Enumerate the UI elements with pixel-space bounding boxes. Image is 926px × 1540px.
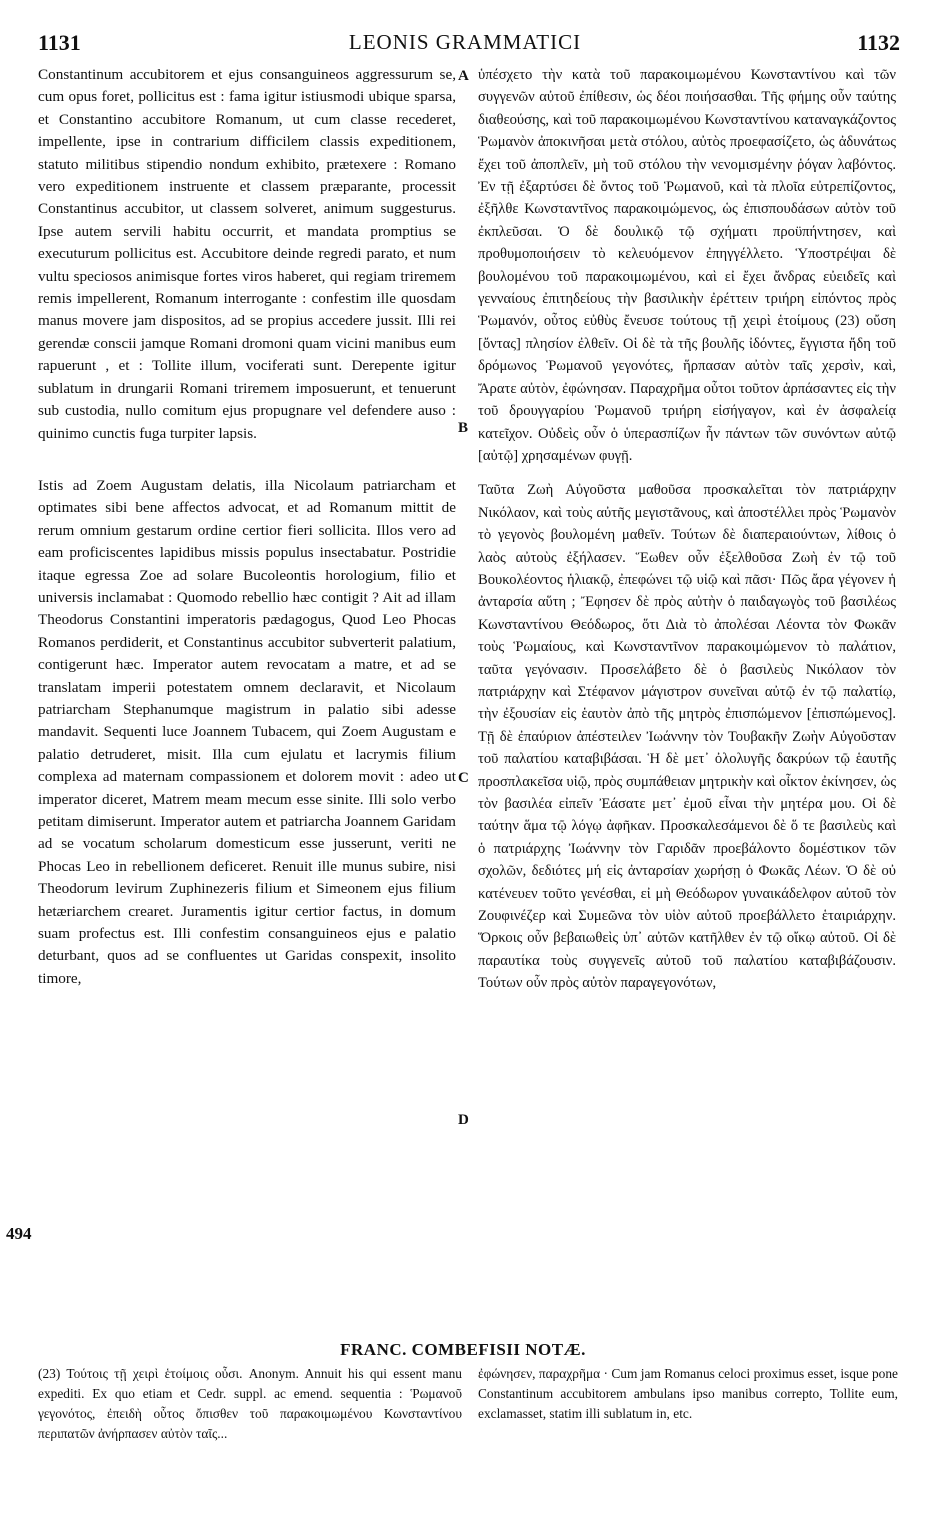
notes-right-column bbox=[478, 1364, 898, 1424]
paragraph-gap bbox=[478, 467, 896, 479]
section-mark-c: C bbox=[458, 770, 469, 786]
note-left-text: (23) Τούτοις τῇ χειρὶ ἑτοίμοις οὖσι. Anonym. Annuit his qui essent manu expediti. Ex quo etiam et Cedr. suppl. ac emend. sequentia : Ῥωμανοῦ γεγονότος, ἐπειδὴ οὗτος ὄπισθεν τοῦ παρακοιμωμένου Κωνσταντίνου περιπατῶν ἀνήρπασεν αὐτὸν ταῖς... bbox=[38, 1366, 462, 1441]
notes-left-column bbox=[38, 1364, 462, 1444]
page-header bbox=[30, 30, 900, 60]
note-right-text: ἐφώνησεν, παραχρῆμα · Cum jam Romanus celoci proximus esset, isque pone Constantinum accubitorem ambulans ipso manibus correpto, Tollite eum, exclamasset, statim illi sublatum in, etc. bbox=[478, 1366, 898, 1421]
notes-title: FRANC. COMBEFISII NOTÆ. bbox=[340, 1340, 586, 1359]
section-mark-b: B bbox=[458, 420, 469, 436]
greek-paragraph-1: ὑπέσχετο τὴν κατὰ τοῦ παρακοιμωμένου Κωνσταντίνου καὶ τῶν συγγενῶν αὐτοῦ ἐπίθεσιν, ὡς δέοι ποιήσασθαι. Τῆς φήμης οὖν ταύτης διαθεούσης, καὶ τοῦ παρακοιμωμένου Κωνσταντίνου καταναγκάζοντος Ῥωμανὸν ἀποκινῆσαι μετὰ στόλου, αὐτὸς προεφασίζετο, ὡς ἀδυνάτως ἔχει τοῦ ἀποπλεῖν, μὴ τοῦ στόλου τὴν νενομισμένην ῥόγαν λαβόντος. Ἐν τῇ ἐξαρτύσει δὲ ὄντος τοῦ Ῥωμανοῦ, καὶ τὰ πλοῖα εὐτρεπίζοντος, ἐξῆλθε Κωνσταντῖνος παρακοιμώμενος, ὡς ἐπισπουδάσων αὐτὸν τοῦ ἐκπλεῦσαι. Ὁ δὲ δουλικῷ τῷ σχήματι προϋπήντησεν, καὶ προθυμοποιήσειν τὸ κελευόμενον ἐπηγγέλλετο. Ὑποστρέψαι δὲ βουλομένου τοῦ παρακοιμωμένου, καὶ εἰ ἔχει ἄνδρας εὐειδεῖς καὶ γενναίους ἐπιτηδείους τὴν βασιλικὴν ἐρέττειν τριήρη εἰπόντος πρὸς Ῥωμανόν, οὗτος εὐθὺς ἔνευσε τούτους τῇ χειρὶ ἑτοίμους (23) οὔση [ὄντας] πλησίον ἐλθεῖν. Οἱ δὲ τὰ τῆς βουλῆς ἰδόντες, ἔγγιστα ἤδη τοῦ δρόμωνος Ῥωμανοῦ γεγονότες, ἥρπασαν αὐτὸν ταῖς χερσὶν, καὶ, Ἄρατε αὐτὸν, ἐφώνησαν. Παραχρῆμα οὗτοι τοῦτον ἁρπάσαντες εἰς τὴν τοῦ δρουγγαρίου Ῥωμανοῦ τριήρη εἰσήγαγον, καὶ ἐν ἀσφαλείᾳ κατεῖχον. Οὐδεὶς οὖν ὁ ὑπερασπίζων ἦν πάντων τῶν συνόντων αὐτῷ [αὐτῷ] χρησαμένων φυγῇ. bbox=[478, 67, 896, 464]
greek-column bbox=[478, 64, 896, 995]
greek-paragraph-2: Ταῦτα Ζωὴ Αὐγοῦστα μαθοῦσα προσκαλεῖται τὸν πατριάρχην Νικόλαον, καὶ τοὺς αὐτῆς μεγιστᾶνους, καὶ ἀποστέλλει πρὸς Ῥωμανὸν τὸ γεγονὸς βουλομένη μαθεῖν. Τούτων δὲ διαπεραιούντων, λίθοις ὁ λαὸς αὐτοὺς ἐξήλασεν. Ἕωθεν οὖν ἐξελθοῦσα Ζωὴ ἐν τῷ τοῦ Βουκολέοντος ἡλιακῷ, ἐπεφώνει τῷ υἱῷ καὶ πᾶσι· Πῶς ἄρα γέγονεν ἡ ἀνταρσία αὕτη ; Ἔφησεν δὲ πρὸς αὐτὴν ὁ παιδαγωγὸς τοῦ βασιλέως Κωνσταντίνου Θεόδωρος, ὅτι Διὰ τὸ ἀπολέσαι Λέοντα τὸν Φωκᾶν τοὺς Ῥωμαίους, καὶ Κωνσταντῖνον παρακοιμώμενον τὸ παλάτιον, ταῦτα γεγόνασιν. Προσελάβετο δὲ ὁ βασιλεὺς Νικόλαον τὸν πατριάρχην καὶ Στέφανον μάγιστρον συνεῖναι αὐτῷ ἐν τῷ παλατίῳ, τὴν ἐξουσίαν εἰς ἑαυτὸν ἀπὸ τῆς μητρὸς ἐπισπώμενον [ἐπισπώμενος]. Τῇ δὲ ἐπαύριον ἀπέστειλεν Ἰωάννην τὸν Τουβακῆν Ζωὴν Αὐγοῦσταν τοῦ παλατίου καταβιβάσαι. Ἡ δὲ μετ᾽ ὀλολυγῆς δακρύων τῷ ἑαυτῆς προσπλακεῖσα υἱῷ, πρὸς συμπάθειαν μητρικὴν καὶ οἶκτον ἐκίνησεν, ὡς τὸν βασιλέα εἰπεῖν Ἐάσατε μετ᾽ ἐμοῦ εἶναι τὴν μητέρα μου. Οἱ δὲ ταύτην ἅμα τῷ λόγῳ ἀφῆκαν. Προσκαλεσάμενοι δὲ ὅ τε βασιλεὺς καὶ ὁ πατριάρχης Ἰωάννην τὸν Γαριδᾶν προεβάλοντο δομέστικον τῶν σχολῶν, δεδιότες μή εἰς ἀνταρσίαν χωρήσῃ ὁ Φωκᾶς Λέων. Ὁ δὲ οὐ κατένευεν τοῦτο γενέσθαι, εἰ μὴ Θεόδωρον γυναικάδελφον αὐτοῦ τὸν Ζουφινέζερ καὶ Συμεῶνα τὸν υἱὸν αὐτοῦ προεβάλλετο ἑταιριάρχην. Ὅρκοις οὖν βεβαιωθεὶς ὑπ᾽ αὐτῶν κατῆλθεν ἐν τῷ οἴκῳ αὐτοῦ. Οἱ δὲ παραυτίκα τοὺς συγγενεῖς αὐτοῦ τοῦ παλατίου καταβιβάζουσιν. Τούτων οὖν πρὸς αὐτὸν παραγεγονότων, bbox=[478, 482, 896, 992]
section-mark-a: A bbox=[458, 68, 469, 84]
latin-column bbox=[38, 64, 456, 990]
page-number-right: 1132 bbox=[857, 30, 900, 55]
latin-paragraph-2: Istis ad Zoem Augustam delatis, illa Nicolaum patriarcham et optimates sibi bene affectos advocat, et ad Romanum mittit de rerum omnium gestarum ordine certior fieri sollicita. Illos vero ad eam proficiscentes lapidibus missis populus insectabatur. Postridie itaque egressa Zoe ad solare Bucoleontis horologium, filio et universis inclamabat : Quomodo rebellio hæc contigit ? Ait ad illam Theodorus Constantini imperatoris pædagogus, Quod Leo Phocas Romanos perdiderit, et Constantinus accubitor subverterit palatium, contigerunt hæc. Imperator autem revocatam a matre, et ad se translatam imperii potestatem omnem declaravit, et Nicolaum patriarcham Stephanumque magistrum in palatio sibi adesse mandavit. Sequenti luce Joannem Tubacem, qui Zoem Augustam e palatio detruderet, misit. Illa cum ejulatu et lacrymis filium complexa ad maternam compassionem et dolorem movit : adeo ut imperator diceret, Matrem meam mecum esse sinite. Illi solo verbo petitam dimiserunt. Imperator autem et patriarcha Joannem Garidam ad se vocatum scholarum domesticum esse jusserunt, veriti ne Phocas Leo in rebellionem deficeret. Renuit ille munus subire, nisi Theodorum levirum Zuphinezeris filium et Simeonem ejus filium hetæriarchem crearet. Juramentis igitur certior factus, in domum suam profectus est. Illi confestim consanguineos ejus e palatio deturbant, quos ad se confluentes ut Garidas conspexit, insolito timore, bbox=[38, 476, 456, 987]
paragraph-gap bbox=[38, 445, 456, 475]
latin-paragraph-1: Constantinum accubitorem et ejus consanguineos aggressurum se, cum opus foret, pollicitus est : fama igitur istiusmodi ubique sparsa, et Constantino accubitore Romanum, ut cum classe recederet, impellente, ipse in contrarium difficilem classis expeditionem, statuto militibus stipendio nondum exhibito, prætexere : Romano vero expeditionem instruente et classem præparante, processit Constantinus accubitor, ut classem solveret, animum suggesturus. Ipse autem servili habitu occurrit, et mandata promptius se executurum pollicitus est. Accubitore deinde regredi parato, et num vultu speciosos animisque fortes viros haberet, qui regiam triremem remis impellerent, Romanum interrogante : confestim ille quosdam manus movere jam dispositos, ad se propius accedere jussit. Illi rei gerendæ conscii jamque Romani dromoni quam vicini manibus eum rapuerunt , et : Tollite illum, vociferati sunt. Derepente igitur sublatum in drungarii Romani triremem imposuerunt, et tenuerunt sub custodia, nullo comitum ejus propugnare vel defendere auso : quinimo cunctis fuga turpiter lapsis. bbox=[38, 66, 456, 442]
margin-number: 494 bbox=[6, 1224, 32, 1243]
page-number-left: 1131 bbox=[38, 30, 81, 55]
section-mark-d: D bbox=[458, 1112, 469, 1128]
running-title: LEONIS GRAMMATICI bbox=[348, 30, 582, 54]
